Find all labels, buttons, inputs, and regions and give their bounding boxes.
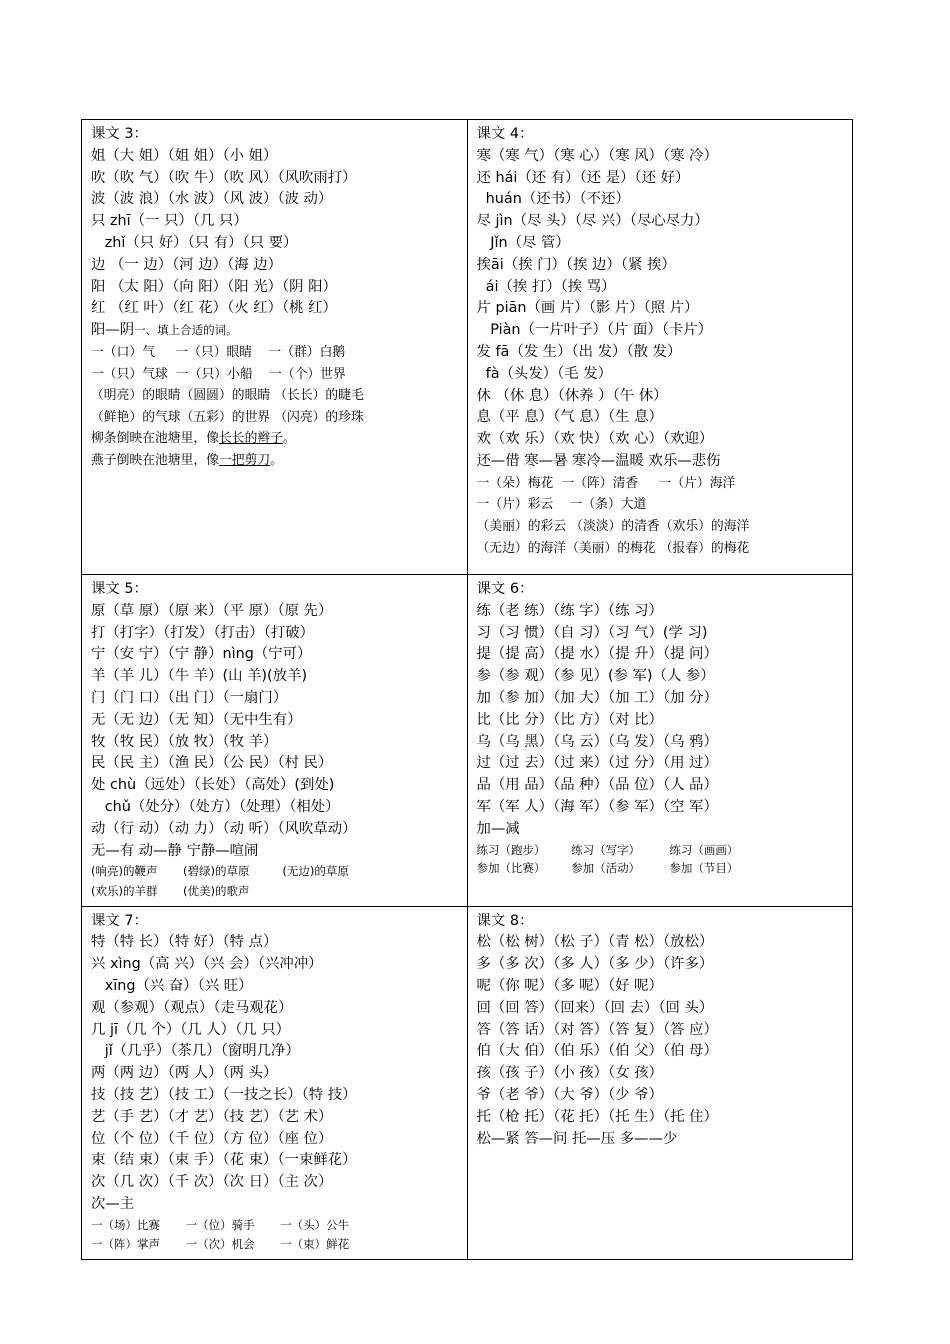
sentence-end: 。 xyxy=(270,452,283,468)
word-line: 回（回 答）（回来）（回 去）（回 头） xyxy=(476,999,714,1016)
word-line: 兴 xìng（高 兴）（兴 会）（兴冲冲） xyxy=(91,956,323,973)
word-line: 息（平 息）（气 息）（生 息） xyxy=(476,409,663,426)
word-line: 品（用 品）（品 种）（品 位）（人 品） xyxy=(476,777,718,794)
phrase-line: 一（阵）掌声 一（次）机会 一（束）鲜花 xyxy=(91,1237,350,1252)
sentence-line xyxy=(91,428,461,450)
word-line: xīng（兴 奋）（兴 旺） xyxy=(91,977,253,994)
word-line: 羊（羊 儿）（牛 羊）(山 羊)(放羊) xyxy=(91,668,308,685)
word-line: fà（头发）（毛 发） xyxy=(476,365,613,382)
word-line: jǐ（几乎）（茶几）（窗明几净） xyxy=(91,1043,300,1060)
word-line: 答（答 话）（对 答）（答 复）（答 应） xyxy=(476,1021,718,1038)
word-line: 观（参观）（观点）（走马观花） xyxy=(91,999,293,1016)
phrase-line: （明亮）的眼睛（圆圆）的眼睛 （长长）的睫毛 xyxy=(91,388,364,404)
phrase-line: 一（口）气 一（只）眼睛 一（群）白鹅 xyxy=(91,344,346,360)
phrase-line: 一（朵）梅花 一（阵）清香 一（片）海洋 xyxy=(476,475,736,491)
word-line: 片 piān（画 片）（影 片）（照 片） xyxy=(476,300,699,317)
word-line: 发 fā（发 生）（出 发）（散 发） xyxy=(476,343,682,360)
exercise-heading: 一、填上合适的词。 xyxy=(134,323,238,338)
sentence-text: 柳条倒映在池塘里，像 xyxy=(91,431,219,447)
word-line: 两（两 边）（两 人）（两 头） xyxy=(91,1065,278,1082)
lesson-title: 课文 5： xyxy=(91,581,148,597)
lesson-title: 课文 4： xyxy=(476,126,534,142)
word-line: 孩（孩 子）（小 孩）（女 孩） xyxy=(476,1065,663,1082)
sentence-answer: 一把剪刀 xyxy=(218,452,271,468)
word-line: 寒（寒 气）（寒 心）（寒 风）（寒 冷） xyxy=(476,147,718,164)
word-line: 过（过 去）（过 来）（过 分）（用 过） xyxy=(476,755,718,772)
word-line: 阳 （太 阳）（向 阳）（阳 光）（阴 阳） xyxy=(91,278,337,295)
lesson-title: 课文 3： xyxy=(91,126,148,142)
word-line: 特（特 长）（特 好）（特 点） xyxy=(91,934,278,951)
antonym-line xyxy=(91,320,461,342)
phrase-line: (欢乐)的羊群 (优美)的歌声 xyxy=(91,883,250,898)
word-line: 无（无 边）（无 知）（无中生有） xyxy=(91,711,302,728)
word-line: chǔ（处分）（处方）（处理）（相处） xyxy=(91,798,340,815)
phrase-line: （鲜艳）的气球（五彩）的世界 （闪亮）的珍珠 xyxy=(91,409,364,425)
antonym-text: 阳—阴 xyxy=(91,322,135,339)
word-line: 伯（大 伯）（伯 乐）（伯 父）（伯 母） xyxy=(476,1043,718,1060)
word-line: 红 （红 叶）（红 花）（火 红）（桃 红） xyxy=(91,300,337,317)
phrase-line: （美丽）的彩云 （淡淡）的清香（欢乐）的海洋 xyxy=(476,518,750,534)
lesson-title: 课文 8： xyxy=(476,912,534,929)
word-line: 练（老 练）（练 字）（练 习） xyxy=(476,602,663,619)
phrase-line: 一（片）彩云 一（条）大道 xyxy=(476,497,647,513)
word-line: 加（参 加）（加 大）（加 工）（加 分） xyxy=(476,689,718,706)
phrase-line: 参加（比赛） 参加（活动） 参加（节目） xyxy=(476,861,739,876)
lesson-6-cell xyxy=(467,575,853,907)
word-line: 乌（乌 黑）（乌 云）（乌 发）（乌 鸦） xyxy=(476,733,718,750)
lesson-7-cell xyxy=(82,906,468,1259)
word-line: 姐（大 姐）（姐 姐）（小 姐） xyxy=(91,147,278,164)
phrase-line: （无边）的海洋（美丽）的梅花 （报春）的梅花 xyxy=(476,540,750,556)
word-line: 多（多 次）（多 人）（多 少）（许多） xyxy=(476,956,714,973)
lesson-table xyxy=(81,119,853,1260)
word-line: 打（打字）（打发）（打击）（打破） xyxy=(91,624,315,641)
word-line: 挨āi（挨 门）（挨 边）（紧 挨） xyxy=(476,256,676,273)
word-line: 位（个 位）（千 位）（方 位）（座 位） xyxy=(91,1130,333,1147)
word-line: 尽 jìn（尽 头）（尽 兴）（尽心尽力） xyxy=(476,213,709,230)
sentence-text: 燕子倒映在池塘里，像 xyxy=(91,452,219,468)
word-line: 宁（安 宁）（宁 静）nìng（宁可） xyxy=(91,646,312,663)
antonym-line: 加—减 xyxy=(476,820,520,837)
word-line: 束（结 束）（束 手）（花 束）（一束鲜花） xyxy=(91,1152,357,1169)
word-line: zhǐ（只 好）（只 有）（只 要） xyxy=(91,234,298,251)
phrase-line: 练习（跑步） 练习（写字） 练习（画画） xyxy=(476,842,739,857)
word-line: 原（草 原）（原 来）（平 原）（原 先） xyxy=(91,602,333,619)
word-line: Piàn（一片叶子）（片 面）（卡片） xyxy=(476,322,713,339)
word-line: 休 （休 息）（休养 ）（午 休） xyxy=(476,387,668,404)
lesson-5-cell xyxy=(82,575,468,907)
word-line: 爷（老 爷）（大 爷）（少 爷） xyxy=(476,1086,663,1103)
word-line: 比（比 分）（比 方）（对 比） xyxy=(476,711,663,728)
word-line: 处 chù（远处）（长处）（高处）(到处) xyxy=(91,777,335,794)
word-line: 提（提 高）（提 水）（提 升）（提 问） xyxy=(476,646,718,663)
word-line: 欢（欢 乐）（欢 快）（欢 心）（欢迎） xyxy=(476,431,714,448)
lesson-title: 课文 6： xyxy=(476,581,534,597)
sentence-line xyxy=(91,450,461,472)
antonym-line: 还—借 寒—暑 寒冷—温暖 欢乐—悲伤 xyxy=(476,452,721,469)
word-line: 吹（吹 气）（吹 牛）（吹 风）（风吹雨打） xyxy=(91,169,357,186)
word-line: Jǐn（尽 管） xyxy=(476,234,570,251)
phrase-line: 一（场）比赛 一（位）骑手 一（头）公牛 xyxy=(91,1217,350,1232)
word-line: 技（技 艺）（技 工）（一技之长）（特 技） xyxy=(91,1086,357,1103)
word-line: huán（还书）（不还） xyxy=(476,191,630,208)
antonym-line: 次—主 xyxy=(91,1195,135,1212)
word-line: 牧（牧 民）（放 牧）（牧 羊） xyxy=(91,733,278,750)
antonym-line: 无—有 动—静 宁静—喧闹 xyxy=(91,842,259,859)
word-line: 军（军 人）（海 军）（参 军）（空 军） xyxy=(476,798,718,815)
word-line: ái（挨 打）（挨 骂） xyxy=(476,278,616,295)
lesson-4-cell xyxy=(467,120,853,575)
word-line: 门（门 口）（出 门）（一扇门） xyxy=(91,689,288,706)
word-line: 民（民 主）（渔 民）（公 民）（村 民） xyxy=(91,755,333,772)
phrase-line: 一（只）气球 一（只）小船 一（个）世界 xyxy=(91,366,346,382)
word-line: 只 zhī（一 只）（几 只） xyxy=(91,213,248,230)
sentence-end: 。 xyxy=(282,431,296,447)
word-line: 波（波 浪）（水 波）（风 波）（波 动） xyxy=(91,191,333,208)
word-line: 呢（你 呢）（多 呢）（好 呢） xyxy=(476,977,663,994)
word-line: 动（行 动）（动 力）（动 听）（风吹草动） xyxy=(91,820,357,837)
word-line: 几 jī（几 个）（几 人）（几 只） xyxy=(91,1021,290,1038)
lesson-8-cell xyxy=(467,906,853,1259)
word-line: 还 hái（还 有）（还 是）（还 好） xyxy=(476,169,690,186)
word-line: 松（松 树）（松 子）（青 松）（放松） xyxy=(476,934,714,951)
lesson-3-cell xyxy=(82,120,468,575)
word-line: 托（枪 托）（花 托）（托 生）（托 住） xyxy=(476,1108,718,1125)
word-line: 次（几 次）（千 次）（次 日）（主 次） xyxy=(91,1174,333,1191)
word-line: 习（习 惯）（自 习）（习 气）(学 习) xyxy=(476,624,708,641)
word-line: 边 （一 边）（河 边）（海 边） xyxy=(91,256,282,273)
word-line: 参（参 观）（参 见）(参 军)（人 参） xyxy=(476,668,715,685)
lesson-title: 课文 7： xyxy=(91,912,148,929)
word-line: 艺（手 艺）（才 艺）（技 艺）（艺 术） xyxy=(91,1108,333,1125)
sentence-answer: 长长的辫子 xyxy=(218,431,283,447)
phrase-line: (响亮)的鞭声 (碧绿)的草原 (无边)的草原 xyxy=(91,864,349,879)
antonym-line: 松—紧 答—问 托—压 多——少 xyxy=(476,1130,678,1147)
